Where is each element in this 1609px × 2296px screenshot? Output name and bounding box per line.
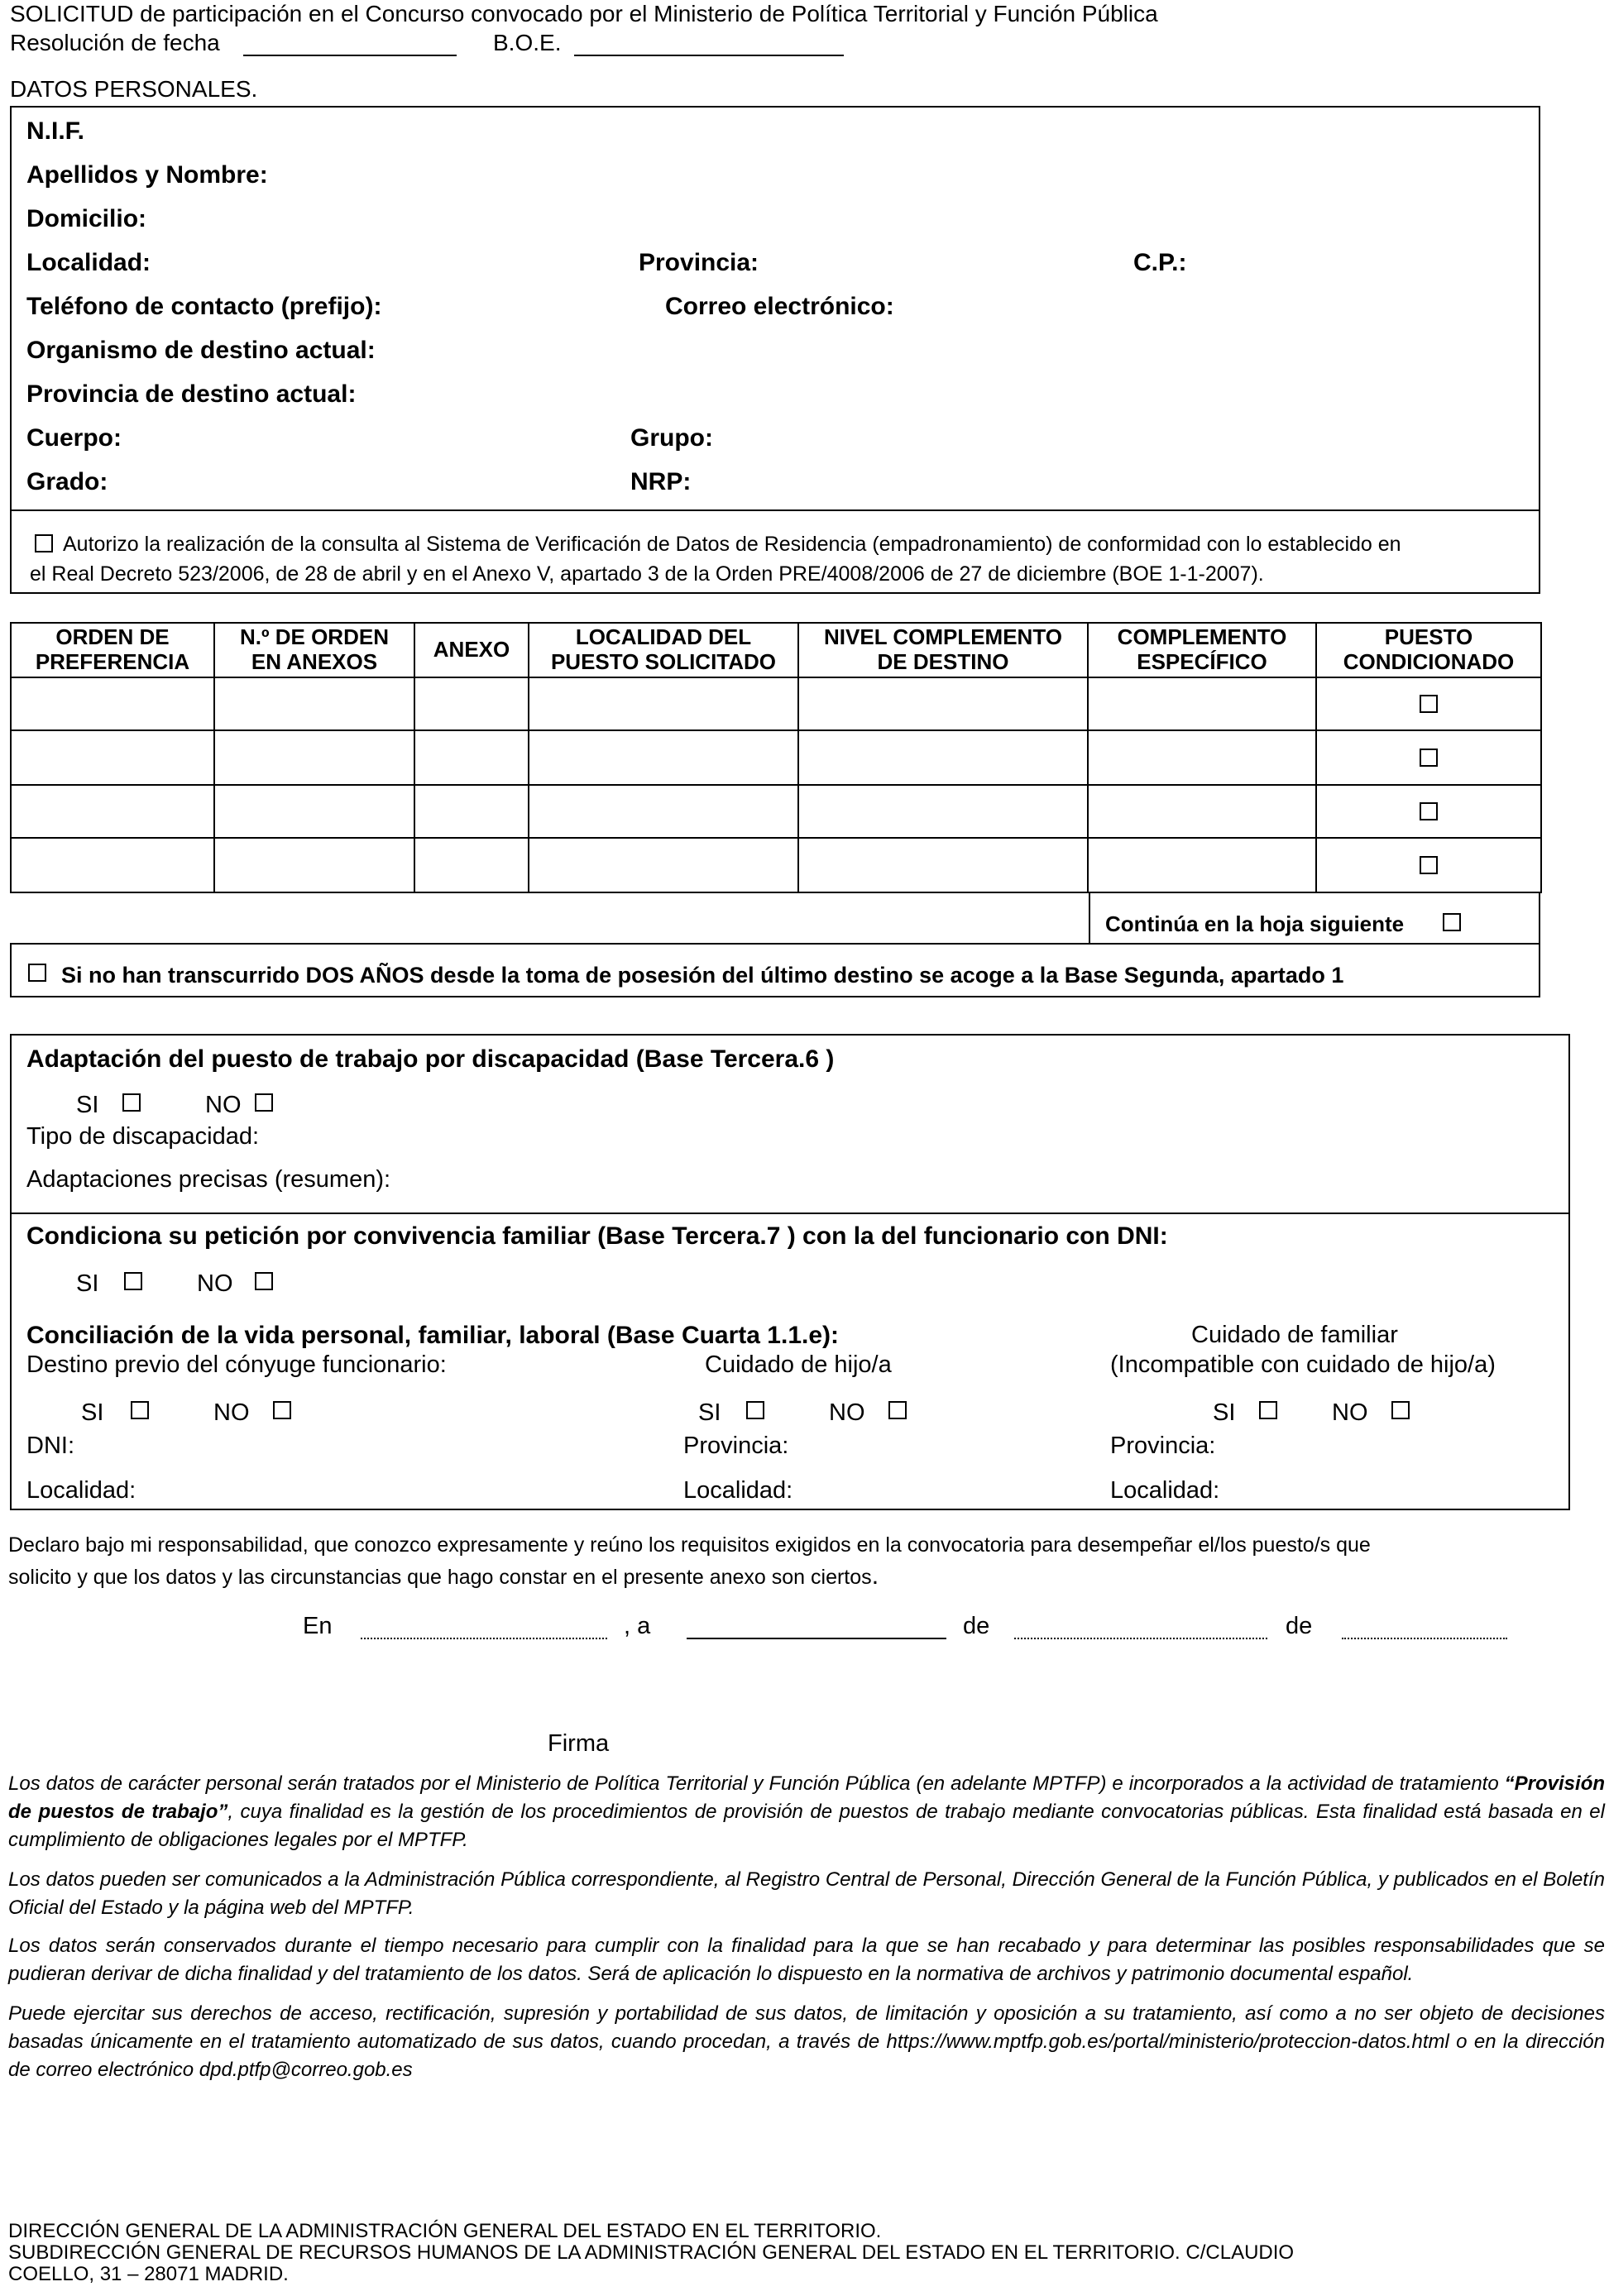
cell-input[interactable] [1088, 677, 1316, 730]
de-label-2: de [1286, 1613, 1313, 1639]
conyuge-localidad-label: Localidad: [26, 1477, 136, 1504]
cell-input[interactable] [11, 730, 214, 785]
organismo-label: Organismo de destino actual: [26, 337, 376, 364]
condiciona-si-label: SI [76, 1270, 99, 1297]
cell-input[interactable] [414, 677, 529, 730]
adaptacion-title: Adaptación del puesto de trabajo por discapacidad (Base Tercera.6 ) [26, 1045, 835, 1073]
nif-label: N.I.F. [26, 117, 85, 145]
hijo-si-label: SI [698, 1399, 721, 1426]
table-header-row [11, 623, 1541, 677]
cell-input[interactable] [798, 677, 1088, 730]
conyuge-si-label: SI [81, 1399, 104, 1426]
a-label: , a [624, 1613, 651, 1639]
footer-line2: SUBDIRECCIÓN GENERAL DE RECURSOS HUMANOS DE LA ADMINISTRACIÓN GENERAL DEL ESTADO EN EL TERRITORIO. C/CLAUDIO [8, 2241, 1295, 2264]
provincia-destino-label: Provincia de destino actual: [26, 380, 357, 408]
condicionado-cell [1316, 785, 1541, 838]
declaracion-period: . [871, 1560, 879, 1590]
de-label-1: de [963, 1613, 990, 1639]
familiar-no-checkbox[interactable] [1391, 1401, 1410, 1419]
conyuge-no-label: NO [213, 1399, 250, 1426]
cell-input[interactable] [414, 785, 529, 838]
condiciona-si-checkbox[interactable] [124, 1272, 142, 1290]
cell-input[interactable] [529, 838, 798, 892]
month-line[interactable] [1014, 1638, 1267, 1639]
condiciona-no-checkbox[interactable] [255, 1272, 273, 1290]
cell-input[interactable] [1088, 838, 1316, 892]
col-header-orden: ORDEN DE PREFERENCIA [11, 623, 214, 677]
table-row [11, 785, 1541, 838]
hijo-no-label: NO [829, 1399, 865, 1426]
grupo-label: Grupo: [630, 424, 713, 452]
cell-input[interactable] [1088, 730, 1316, 785]
table-row [11, 677, 1541, 730]
dos-anos-text: Si no han transcurrido DOS AÑOS desde la toma de posesión del último destino se acoge a la Base Segunda, apartado 1 [61, 963, 1344, 988]
col-header-anexo: ANEXO [414, 623, 529, 677]
condicionado-checkbox[interactable] [1420, 749, 1438, 767]
dos-anos-checkbox[interactable] [28, 964, 46, 982]
declaracion-line2: solicito y que los datos y las circunstancias que hago constar en el presente anexo son ciertos [8, 1565, 872, 1589]
adaptacion-no-checkbox[interactable] [255, 1093, 273, 1112]
cuidado-hijo-label: Cuidado de hijo/a [705, 1351, 892, 1378]
col-header-localidad: LOCALIDAD DEL PUESTO SOLICITADO [529, 623, 798, 677]
localidad-label: Localidad: [26, 249, 151, 276]
familiar-localidad-label: Localidad: [1110, 1477, 1220, 1504]
declaracion-line1: Declaro bajo mi responsabilidad, que conozco expresamente y reúno los requisitos exigidos en la convocatoria para desempeñar el/los puesto/s que [8, 1533, 1371, 1557]
year-line[interactable] [1342, 1638, 1507, 1639]
cell-input[interactable] [529, 785, 798, 838]
cell-input[interactable] [414, 838, 529, 892]
cell-input[interactable] [11, 785, 214, 838]
conyuge-si-checkbox[interactable] [131, 1401, 149, 1419]
condicionado-checkbox[interactable] [1420, 856, 1438, 874]
col-header-complemento: COMPLEMENTO ESPECÍFICO [1088, 623, 1316, 677]
hijo-no-checkbox[interactable] [888, 1401, 907, 1419]
cell-input[interactable] [529, 677, 798, 730]
familiar-provincia-label: Provincia: [1110, 1433, 1216, 1459]
cell-input[interactable] [529, 730, 798, 785]
cell-input[interactable] [11, 838, 214, 892]
adaptaciones-label: Adaptaciones precisas (resumen): [26, 1166, 391, 1193]
footer-line3: COELLO, 31 – 28071 MADRID. [8, 2263, 289, 2285]
hijo-localidad-label: Localidad: [683, 1477, 793, 1504]
col-header-numero: N.º DE ORDEN EN ANEXOS [214, 623, 414, 677]
adaptacion-si-label: SI [76, 1092, 99, 1118]
cell-input[interactable] [798, 730, 1088, 785]
privacy-paragraph-1: Los datos de carácter personal serán tratados por el Ministerio de Política Territorial y Función Pública (en adelante MPTFP) e incorporados a la actividad de tratamiento “Provisión de puestos de trabajo”, cuya finalidad es la gestión de los procedimientos de provisión de puestos de trabajo mediante convocatorias públicas. Esta finalidad está basada en el cumplimiento de obligaciones legales por el MPTFP. [8, 1772, 1606, 1852]
table-row [11, 730, 1541, 785]
special-conditions-box [10, 1034, 1570, 1510]
tipo-discapacidad-label: Tipo de discapacidad: [26, 1123, 260, 1150]
cuidado-familiar-label: Cuidado de familiar [1191, 1322, 1398, 1348]
cell-input[interactable] [798, 785, 1088, 838]
place-line[interactable] [361, 1638, 607, 1639]
continua-checkbox[interactable] [1443, 913, 1461, 931]
en-label: En [303, 1613, 333, 1639]
adaptacion-si-checkbox[interactable] [122, 1093, 141, 1112]
col-header-condicionado: PUESTO CONDICIONADO [1316, 623, 1541, 677]
privacy-paragraph-3: Los datos serán conservados durante el tiempo necesario para cumplir con la finalidad para la que se han recabado y para determinar las posibles responsabilidades que se pudieran derivar de dicha finalidad y del tratamiento de los datos. Será de aplicación lo dispuesto en la normativa de archivos y patrimonio documental español. [8, 1935, 1605, 1986]
condicionado-checkbox[interactable] [1420, 802, 1438, 820]
day-line[interactable] [687, 1638, 946, 1639]
cell-input[interactable] [1088, 785, 1316, 838]
correo-label: Correo electrónico: [665, 293, 894, 320]
table-row [11, 838, 1541, 892]
telefono-label: Teléfono de contacto (prefijo): [26, 293, 382, 320]
resolucion-label: Resolución de fecha [10, 30, 220, 55]
condiciona-title: Condiciona su petición por convivencia familiar (Base Tercera.7 ) con la del funcionario con DNI: [26, 1222, 1168, 1250]
section-title-personal: DATOS PERSONALES. [10, 76, 258, 102]
familiar-no-label: NO [1332, 1399, 1368, 1426]
cell-input[interactable] [11, 677, 214, 730]
boe-label: B.O.E. [493, 30, 562, 55]
conyuge-no-checkbox[interactable] [273, 1401, 291, 1419]
condicionado-checkbox[interactable] [1420, 695, 1438, 713]
conyuge-dni-label: DNI: [26, 1433, 74, 1459]
autorizo-text-line1: Autorizo la realización de la consulta al Sistema de Verificación de Datos de Residencia (empadronamiento) de conformidad con lo establecido en [63, 533, 1401, 556]
incompatible-label: (Incompatible con cuidado de hijo/a) [1110, 1351, 1496, 1378]
form-title: SOLICITUD de participación en el Concurso convocado por el Ministerio de Política Territorial y Función Pública [10, 1, 1158, 26]
resolucion-date-line[interactable] [243, 55, 457, 56]
condicionado-cell [1316, 677, 1541, 730]
cell-input[interactable] [414, 730, 529, 785]
condicionado-cell [1316, 730, 1541, 785]
privacy-paragraph-4: Puede ejercitar sus derechos de acceso, rectificación, supresión y portabilidad de sus datos, de limitación y oposición a su tratamiento, así como a no ser objeto de decisiones basadas únicamente en el tratamiento automatizado de sus datos, cuando procedan, a través de https://www.mptfp.gob.es/portal/ministerio/proteccion-datos.html o en la dirección de correo electrónico dpd.ptfp@correo.gob.es [8, 2002, 1605, 2082]
cell-input[interactable] [214, 785, 414, 838]
apellidos-label: Apellidos y Nombre: [26, 161, 268, 189]
declaracion-text [8, 1532, 1540, 1592]
domicilio-label: Domicilio: [26, 205, 147, 232]
continua-label: Continúa en la hoja siguiente [1105, 911, 1405, 936]
boe-line[interactable] [574, 55, 844, 56]
destino-conyuge-label: Destino previo del cónyuge funcionario: [26, 1351, 447, 1378]
cp-label: C.P.: [1133, 249, 1187, 276]
conciliacion-title: Conciliación de la vida personal, familiar, laboral (Base Cuarta 1.1.e): [26, 1322, 840, 1349]
autorizo-text-line2: el Real Decreto 523/2006, de 28 de abril y en el Anexo V, apartado 3 de la Orden PRE/4008/2006 de 27 de diciembre (BOE 1-1-2007). [30, 562, 1264, 586]
footer-line1: DIRECCIÓN GENERAL DE LA ADMINISTRACIÓN GENERAL DEL ESTADO EN EL TERRITORIO. [8, 2220, 882, 2242]
positions-table [10, 622, 1542, 893]
firma-label: Firma [548, 1730, 610, 1757]
cell-input[interactable] [214, 677, 414, 730]
familiar-si-label: SI [1213, 1399, 1236, 1426]
cuerpo-label: Cuerpo: [26, 424, 122, 452]
condiciona-no-label: NO [197, 1270, 233, 1297]
cell-input[interactable] [798, 838, 1088, 892]
condicionado-cell [1316, 838, 1541, 892]
cell-input[interactable] [214, 838, 414, 892]
hijo-provincia-label: Provincia: [683, 1433, 789, 1459]
hijo-si-checkbox[interactable] [746, 1401, 764, 1419]
divider [10, 1213, 1570, 1214]
col-header-nivel: NIVEL COMPLEMENTO DE DESTINO [798, 623, 1088, 677]
provincia-label: Provincia: [639, 249, 759, 276]
privacy-paragraph-2: Los datos pueden ser comunicados a la Administración Pública correspondiente, al Registro Central de Personal, Dirección General de la Función Pública, y publicados en el Boletín Oficial del Estado y la página web del MPTFP. [8, 1868, 1605, 1920]
autorizo-checkbox[interactable] [35, 534, 53, 552]
nrp-label: NRP: [630, 468, 692, 495]
familiar-si-checkbox[interactable] [1259, 1401, 1277, 1419]
cell-input[interactable] [214, 730, 414, 785]
adaptacion-no-label: NO [205, 1092, 242, 1118]
grado-label: Grado: [26, 468, 108, 495]
